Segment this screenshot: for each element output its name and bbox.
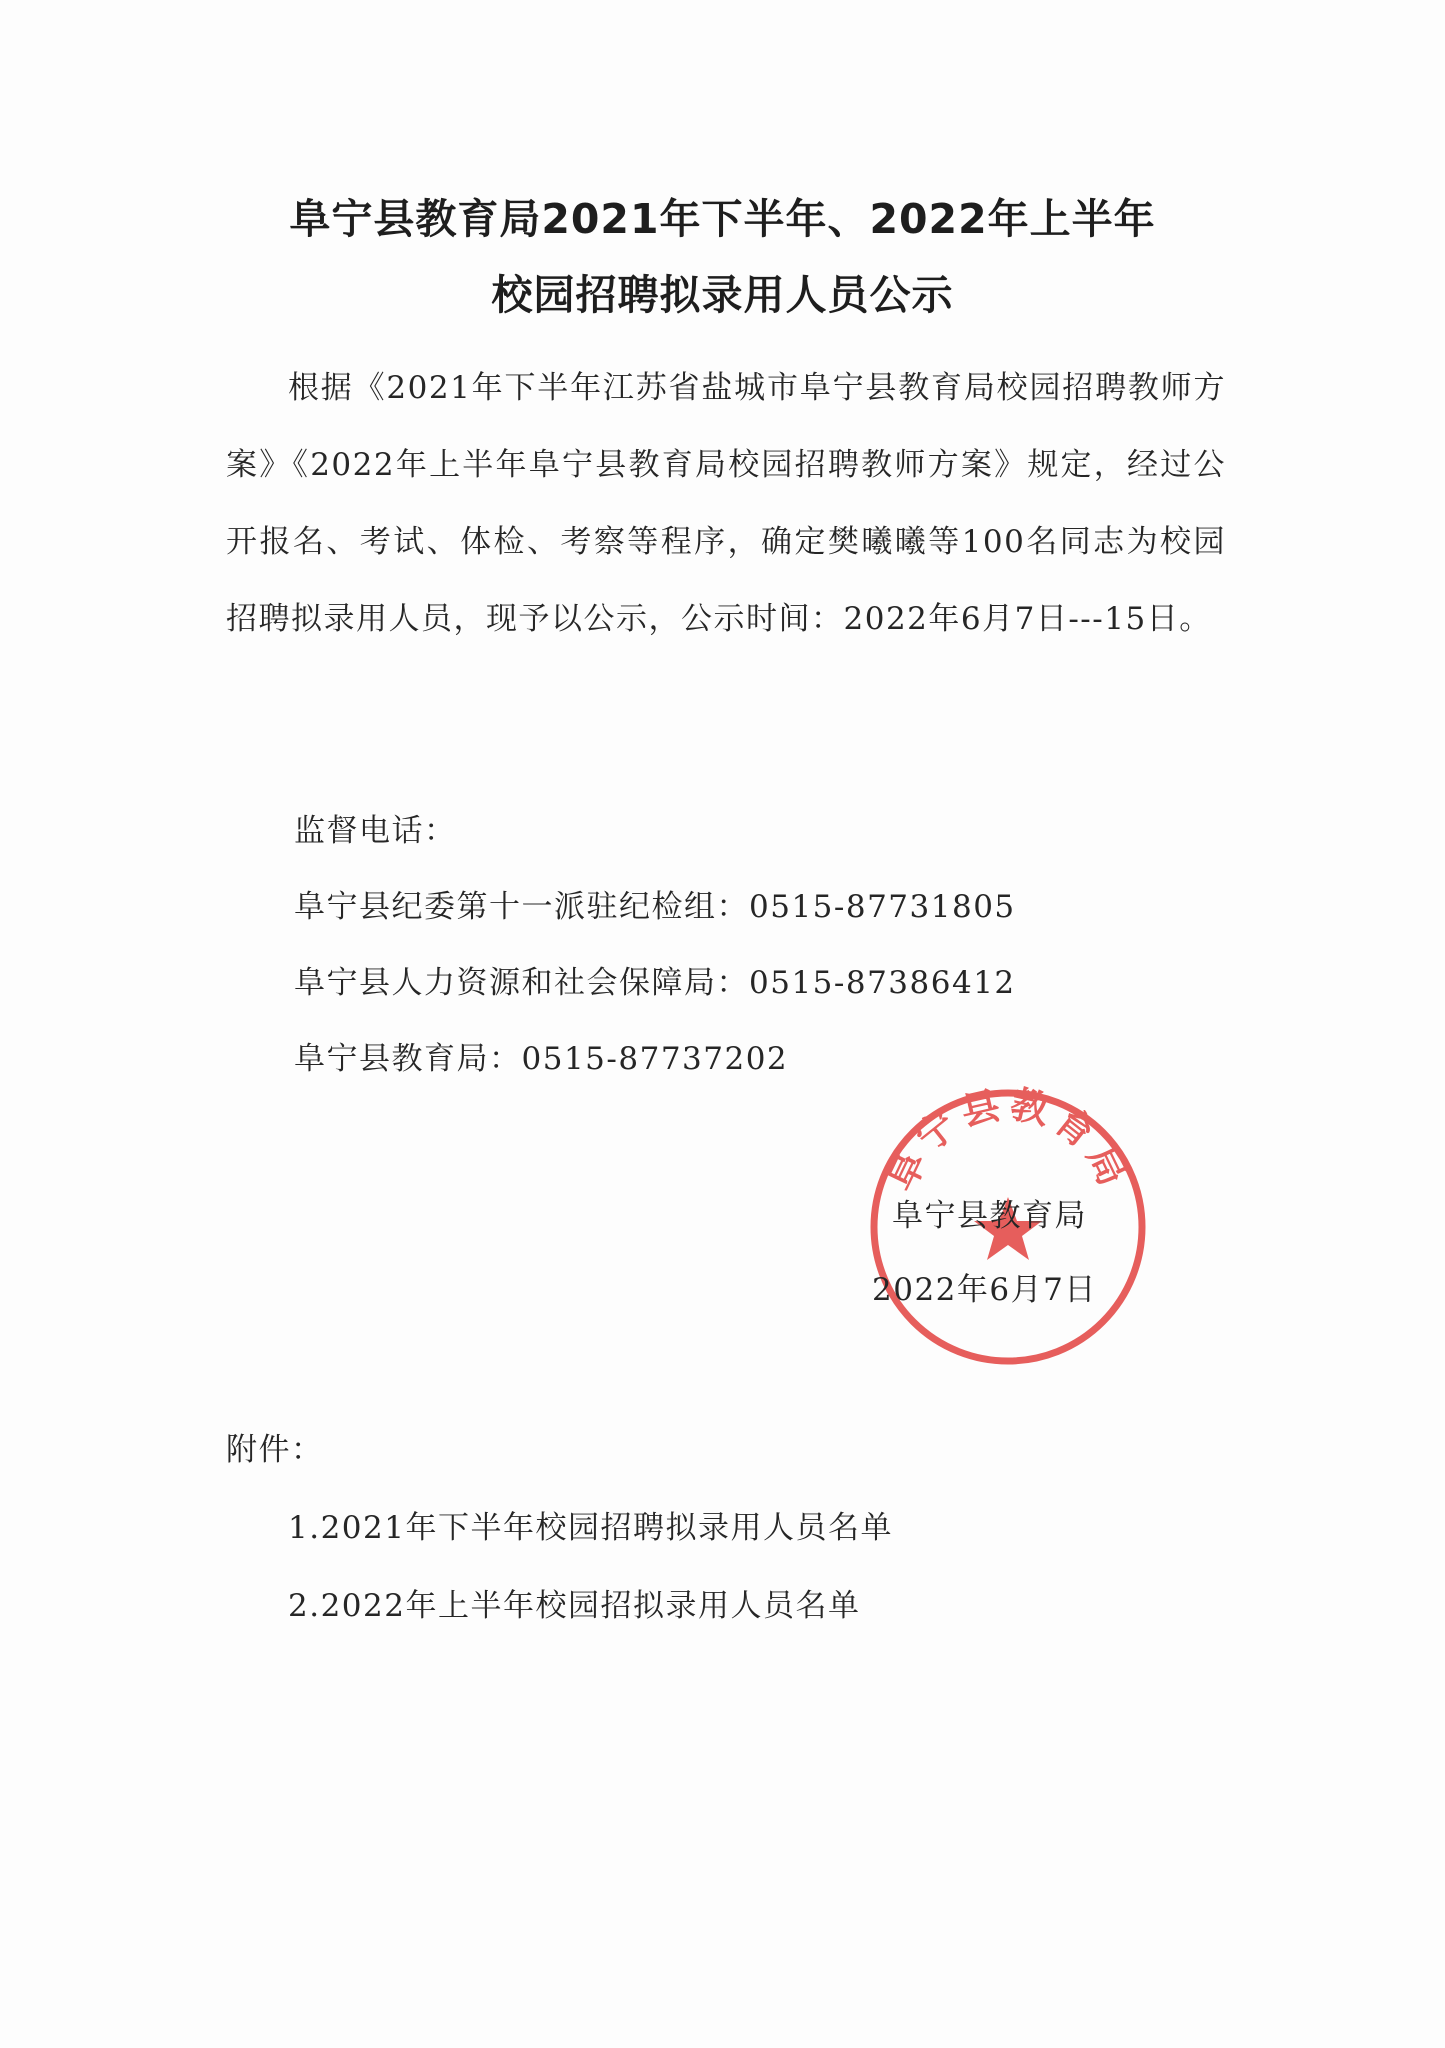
signature-organization: 阜宁县教育局	[892, 1198, 1087, 1234]
document-title-line2: 校园招聘拟录用人员公示	[491, 271, 954, 319]
attachment-item: 2.2022年上半年校园招拟录用人员名单	[288, 1588, 861, 1624]
document-body-paragraph: 根据《2021年下半年江苏省盐城市阜宁县教育局校园招聘教师方案》《2022年上半年阜宁县教育局校园招聘教师方案》规定，经过公开报名、考试、体检、考察等程序，确定樊曦曦等100名同志为校园招聘拟录用人员，现予以公示，公示时间：2022年6月7日---15日。	[226, 370, 1226, 637]
contact-line: 阜宁县纪委第十一派驻纪检组：0515-87731805	[294, 889, 1016, 925]
attachment-item: 1.2021年下半年校园招聘拟录用人员名单	[288, 1510, 893, 1546]
attachments-label: 附件：	[226, 1432, 324, 1468]
contact-line: 阜宁县教育局：0515-87737202	[294, 1041, 789, 1077]
signature-date: 2022年6月7日	[872, 1272, 1097, 1308]
seal-text: 阜宁县教育局	[878, 1085, 1138, 1198]
contact-line: 阜宁县人力资源和社会保障局：0515-87386412	[294, 965, 1016, 1001]
svg-text:阜宁县教育局	[879, 1085, 1138, 1198]
document-title-line1: 阜宁县教育局2021年下半年、2022年上半年	[289, 195, 1156, 243]
supervision-phone-label: 监督电话：	[294, 813, 457, 849]
